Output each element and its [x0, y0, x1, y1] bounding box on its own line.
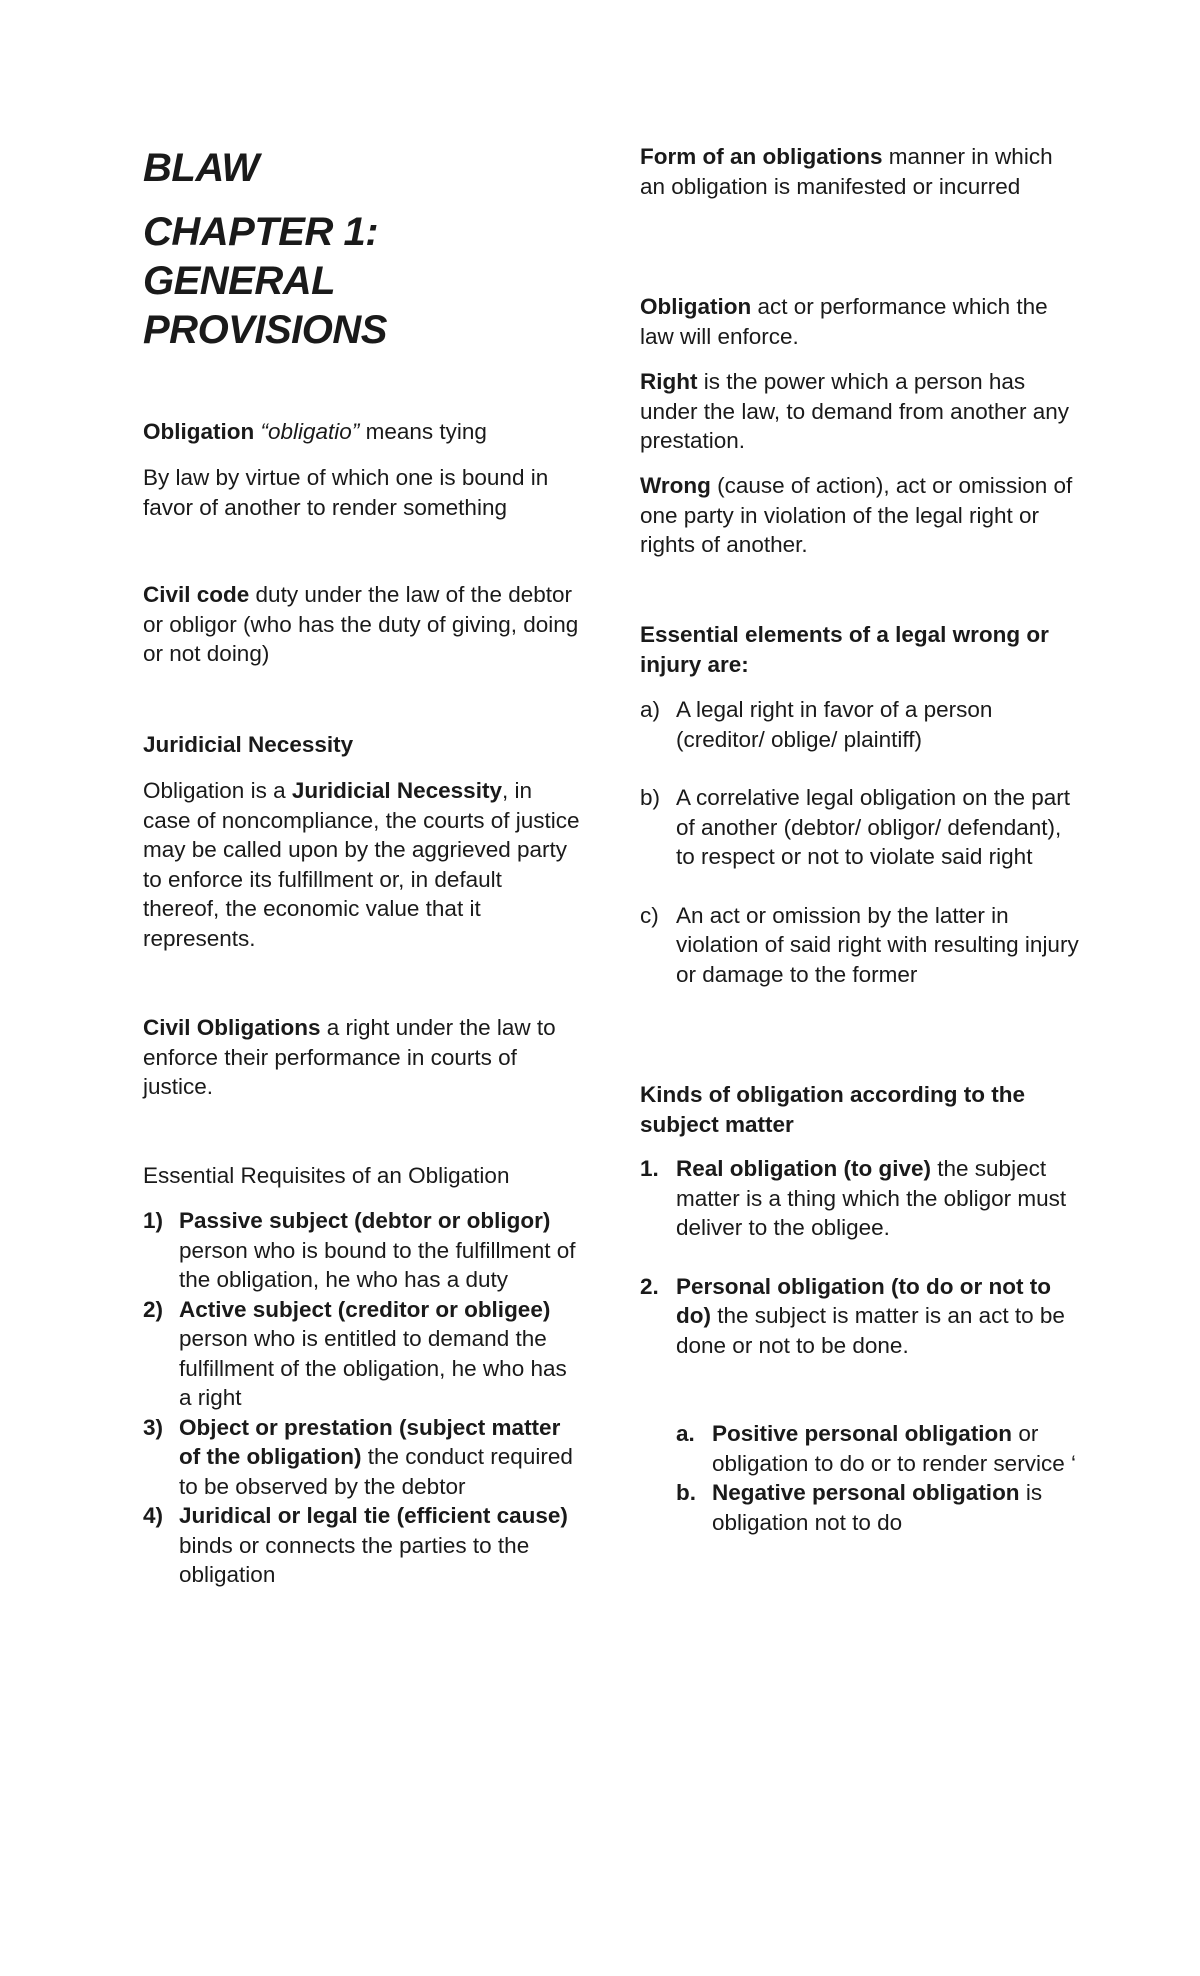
term: Passive subject (debtor or obligor) [179, 1208, 551, 1233]
list-item [143, 1295, 583, 1413]
definition-text: binds or connects the parties to the obligation [179, 1532, 530, 1587]
term: Civil code [143, 582, 250, 607]
list-marker: c) [640, 902, 659, 928]
term: Wrong [640, 473, 711, 498]
definition-text: is obligation not to do [712, 1480, 1043, 1535]
list-item [640, 695, 1080, 754]
term: Personal obligation (to do or not to do) [676, 1273, 1051, 1328]
elements-list [640, 695, 1080, 989]
definition-text: a right under the law to enforce their performance in courts of justice. [143, 1015, 556, 1099]
chapter-title-line: PROVISIONS [143, 308, 387, 352]
term: Form of an obligations [640, 144, 883, 169]
term: Juridical or legal tie (efficient cause) [179, 1503, 568, 1528]
kinds-heading: Kinds of obligation according to the subject matter [640, 1082, 1025, 1137]
term: Juridicial Necessity [291, 778, 502, 803]
definition-text: the subject is matter is an act to be done or not to be done. [676, 1303, 1065, 1358]
juridicial-paragraph [143, 776, 583, 953]
right-paragraph [640, 367, 1080, 456]
civil-obligations-paragraph [143, 1013, 583, 1102]
term: Positive personal obligation [712, 1421, 1013, 1446]
definition-text: means tying [359, 419, 487, 444]
chapter-title-line: GENERAL [143, 259, 336, 303]
term: Real obligation (to give) [676, 1156, 932, 1181]
term: Active subject (creditor or obligee) [179, 1296, 551, 1322]
list-marker: 1. [640, 1156, 659, 1181]
chapter-title-line: CHAPTER 1: [143, 210, 379, 254]
list-marker: b) [640, 785, 661, 810]
definition-text: or obligation to do or to render service ‘ [712, 1421, 1076, 1476]
list-marker: 2. [640, 1273, 659, 1299]
list-item [640, 1272, 1080, 1361]
definition-text: person who is bound to the fulfillment of the obligation, he who has a duty [179, 1237, 576, 1292]
term: Obligation [143, 419, 255, 444]
definition-text: person who is entitled to demand the fulfillment of the obligation, he who has a right [179, 1326, 567, 1410]
wrong-paragraph [640, 471, 1080, 560]
list-marker: a) [640, 697, 661, 722]
text: Obligation is a [143, 778, 292, 803]
definition-text: (cause of action), act or omission of one party in violation of the legal right or rights of another. [640, 473, 1073, 557]
list-marker: 4) [143, 1503, 164, 1528]
list-marker: 1) [143, 1208, 164, 1233]
definition-text: the subject matter is a thing which the obligor must deliver to the obligee. [676, 1156, 1067, 1240]
text: , in case of noncompliance, the courts of justice may be called upon by the aggrieved party to enforce its fulfillment or, in default thereof, the economic value that it represents. [143, 778, 580, 951]
list-item [676, 1478, 1080, 1537]
juridicial-heading: Juridicial Necessity [143, 732, 354, 757]
definition-text: the conduct required to be observed by the debtor [179, 1444, 573, 1499]
term: Obligation [640, 294, 752, 319]
definition-text: duty under the law of the debtor or obligor (who has the duty of giving, doing or not doing) [143, 582, 579, 666]
list-text: A legal right in favor of a person (creditor/ oblige/ plaintiff) [676, 697, 993, 752]
term-latin: “obligatio” [260, 419, 360, 444]
term: Object or prestation (subject matter of the obligation) [179, 1414, 561, 1469]
chapter-title [143, 208, 583, 355]
list-marker: a. [676, 1421, 695, 1446]
list-item [676, 1419, 1080, 1478]
list-text: An act or omission by the latter in violation of said right with resulting injury or damage to the former [676, 902, 1079, 987]
list-text: A correlative legal obligation on the part of another (debtor/ obligor/ defendant), to respect or not to violate said right [676, 785, 1071, 869]
term: Right [640, 369, 698, 394]
subkinds-list [676, 1419, 1080, 1537]
list-item [640, 1154, 1080, 1243]
list-item [640, 783, 1080, 872]
form-paragraph [640, 142, 1080, 201]
requisites-heading: Essential Requisites of an Obligation [143, 1163, 510, 1188]
kinds-list [640, 1154, 1080, 1360]
definition-text: manner in which an obligation is manifested or incurred [640, 144, 1053, 199]
definition-text: act or performance which the law will enforce. [640, 294, 1048, 349]
civil-code-paragraph [143, 580, 583, 669]
requisites-list [143, 1206, 583, 1590]
obligation-paragraph [640, 292, 1080, 351]
definition-text: is the power which a person has under the law, to demand from another any prestation. [640, 369, 1070, 453]
list-marker: b. [676, 1480, 696, 1505]
list-item [640, 901, 1080, 990]
elements-heading: Essential elements of a legal wrong or injury are: [640, 622, 1049, 677]
list-marker: 3) [143, 1414, 164, 1440]
list-item [143, 1413, 583, 1502]
term: Civil Obligations [143, 1015, 321, 1040]
by-law-paragraph: By law by virtue of which one is bound in favor of another to render something [143, 465, 549, 520]
list-item [143, 1206, 583, 1295]
document-title: BLAW [143, 146, 259, 190]
list-marker: 2) [143, 1296, 164, 1322]
term: Negative personal obligation [712, 1480, 1020, 1505]
obligation-definition [143, 417, 583, 447]
list-item [143, 1501, 583, 1590]
